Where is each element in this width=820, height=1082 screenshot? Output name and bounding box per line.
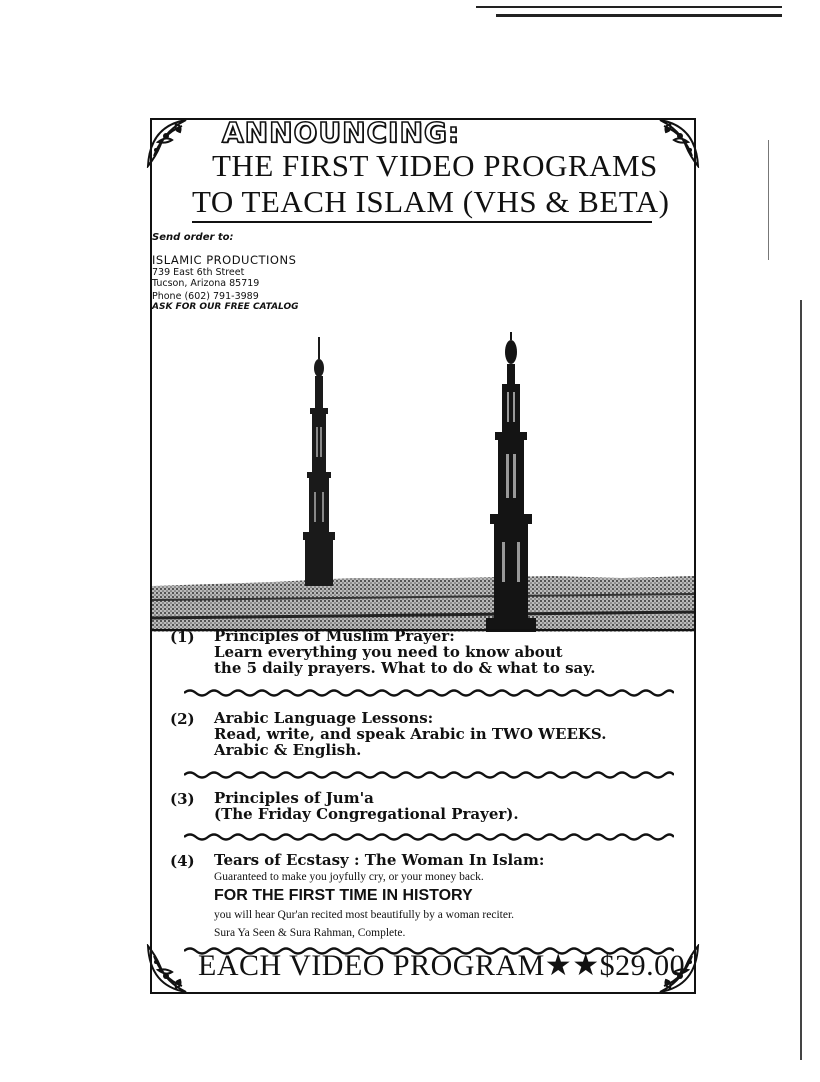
company-name: ISLAMIC PRODUCTIONS <box>152 253 297 267</box>
scan-artifact-edge <box>800 300 802 1060</box>
item-number: (2) <box>170 710 195 728</box>
wavy-divider <box>184 688 674 698</box>
advertisement <box>150 118 696 994</box>
headline-line-1: THE FIRST VIDEO PROGRAMS <box>212 148 658 183</box>
item-number: (1) <box>170 628 195 646</box>
item-line: the 5 daily prayers. What to do & what to say. <box>214 659 596 677</box>
item-number: (3) <box>170 790 195 808</box>
city-address: Tucson, Arizona 85719 <box>152 278 260 289</box>
headline-line-2: TO TEACH ISLAM (VHS & BETA) <box>192 184 670 219</box>
catalog-note: ASK FOR OUR FREE CATALOG <box>152 302 299 312</box>
item-line: Arabic & English. <box>214 741 362 759</box>
item-number: (4) <box>170 852 195 870</box>
scan-artifact-line <box>496 14 782 17</box>
phone-number: Phone (602) 791-3989 <box>152 291 259 302</box>
ornament-corner-icon <box>146 116 210 168</box>
item-line: Guaranteed to make you joyfully cry, or your money back. <box>214 871 484 883</box>
order-address-block <box>152 232 299 312</box>
item-line: Learn everything you need to know about <box>214 643 563 661</box>
item-title: Arabic Language Lessons: <box>214 709 434 727</box>
item-line: Sura Ya Seen & Sura Rahman, Complete. <box>214 927 406 939</box>
item-title: Principles of Jum'a <box>214 789 374 807</box>
item-line: you will hear Qur'an recited most beautifully by a woman reciter. <box>214 909 515 921</box>
price-line: EACH VIDEO PROGRAM★★$29.00 <box>198 949 686 982</box>
item-title: Principles of Muslim Prayer: <box>214 627 455 645</box>
wavy-divider <box>184 770 674 780</box>
scan-artifact-line <box>476 6 782 8</box>
street-address: 739 East 6th Street <box>152 267 245 278</box>
headline-rule <box>192 221 652 223</box>
item-line: Read, write, and speak Arabic in TWO WEEKS. <box>214 725 607 743</box>
scan-artifact-edge <box>768 140 769 260</box>
minarets-photo <box>152 332 694 632</box>
item-title: Tears of Ecstasy : The Woman In Islam: <box>214 851 545 869</box>
item-line: (The Friday Congregational Prayer). <box>214 805 519 823</box>
item-line: FOR THE FIRST TIME IN HISTORY <box>214 887 473 904</box>
send-order-label: Send order to: <box>152 232 234 243</box>
announcing-heading: ANNOUNCING: <box>222 116 461 149</box>
wavy-divider <box>184 832 674 842</box>
